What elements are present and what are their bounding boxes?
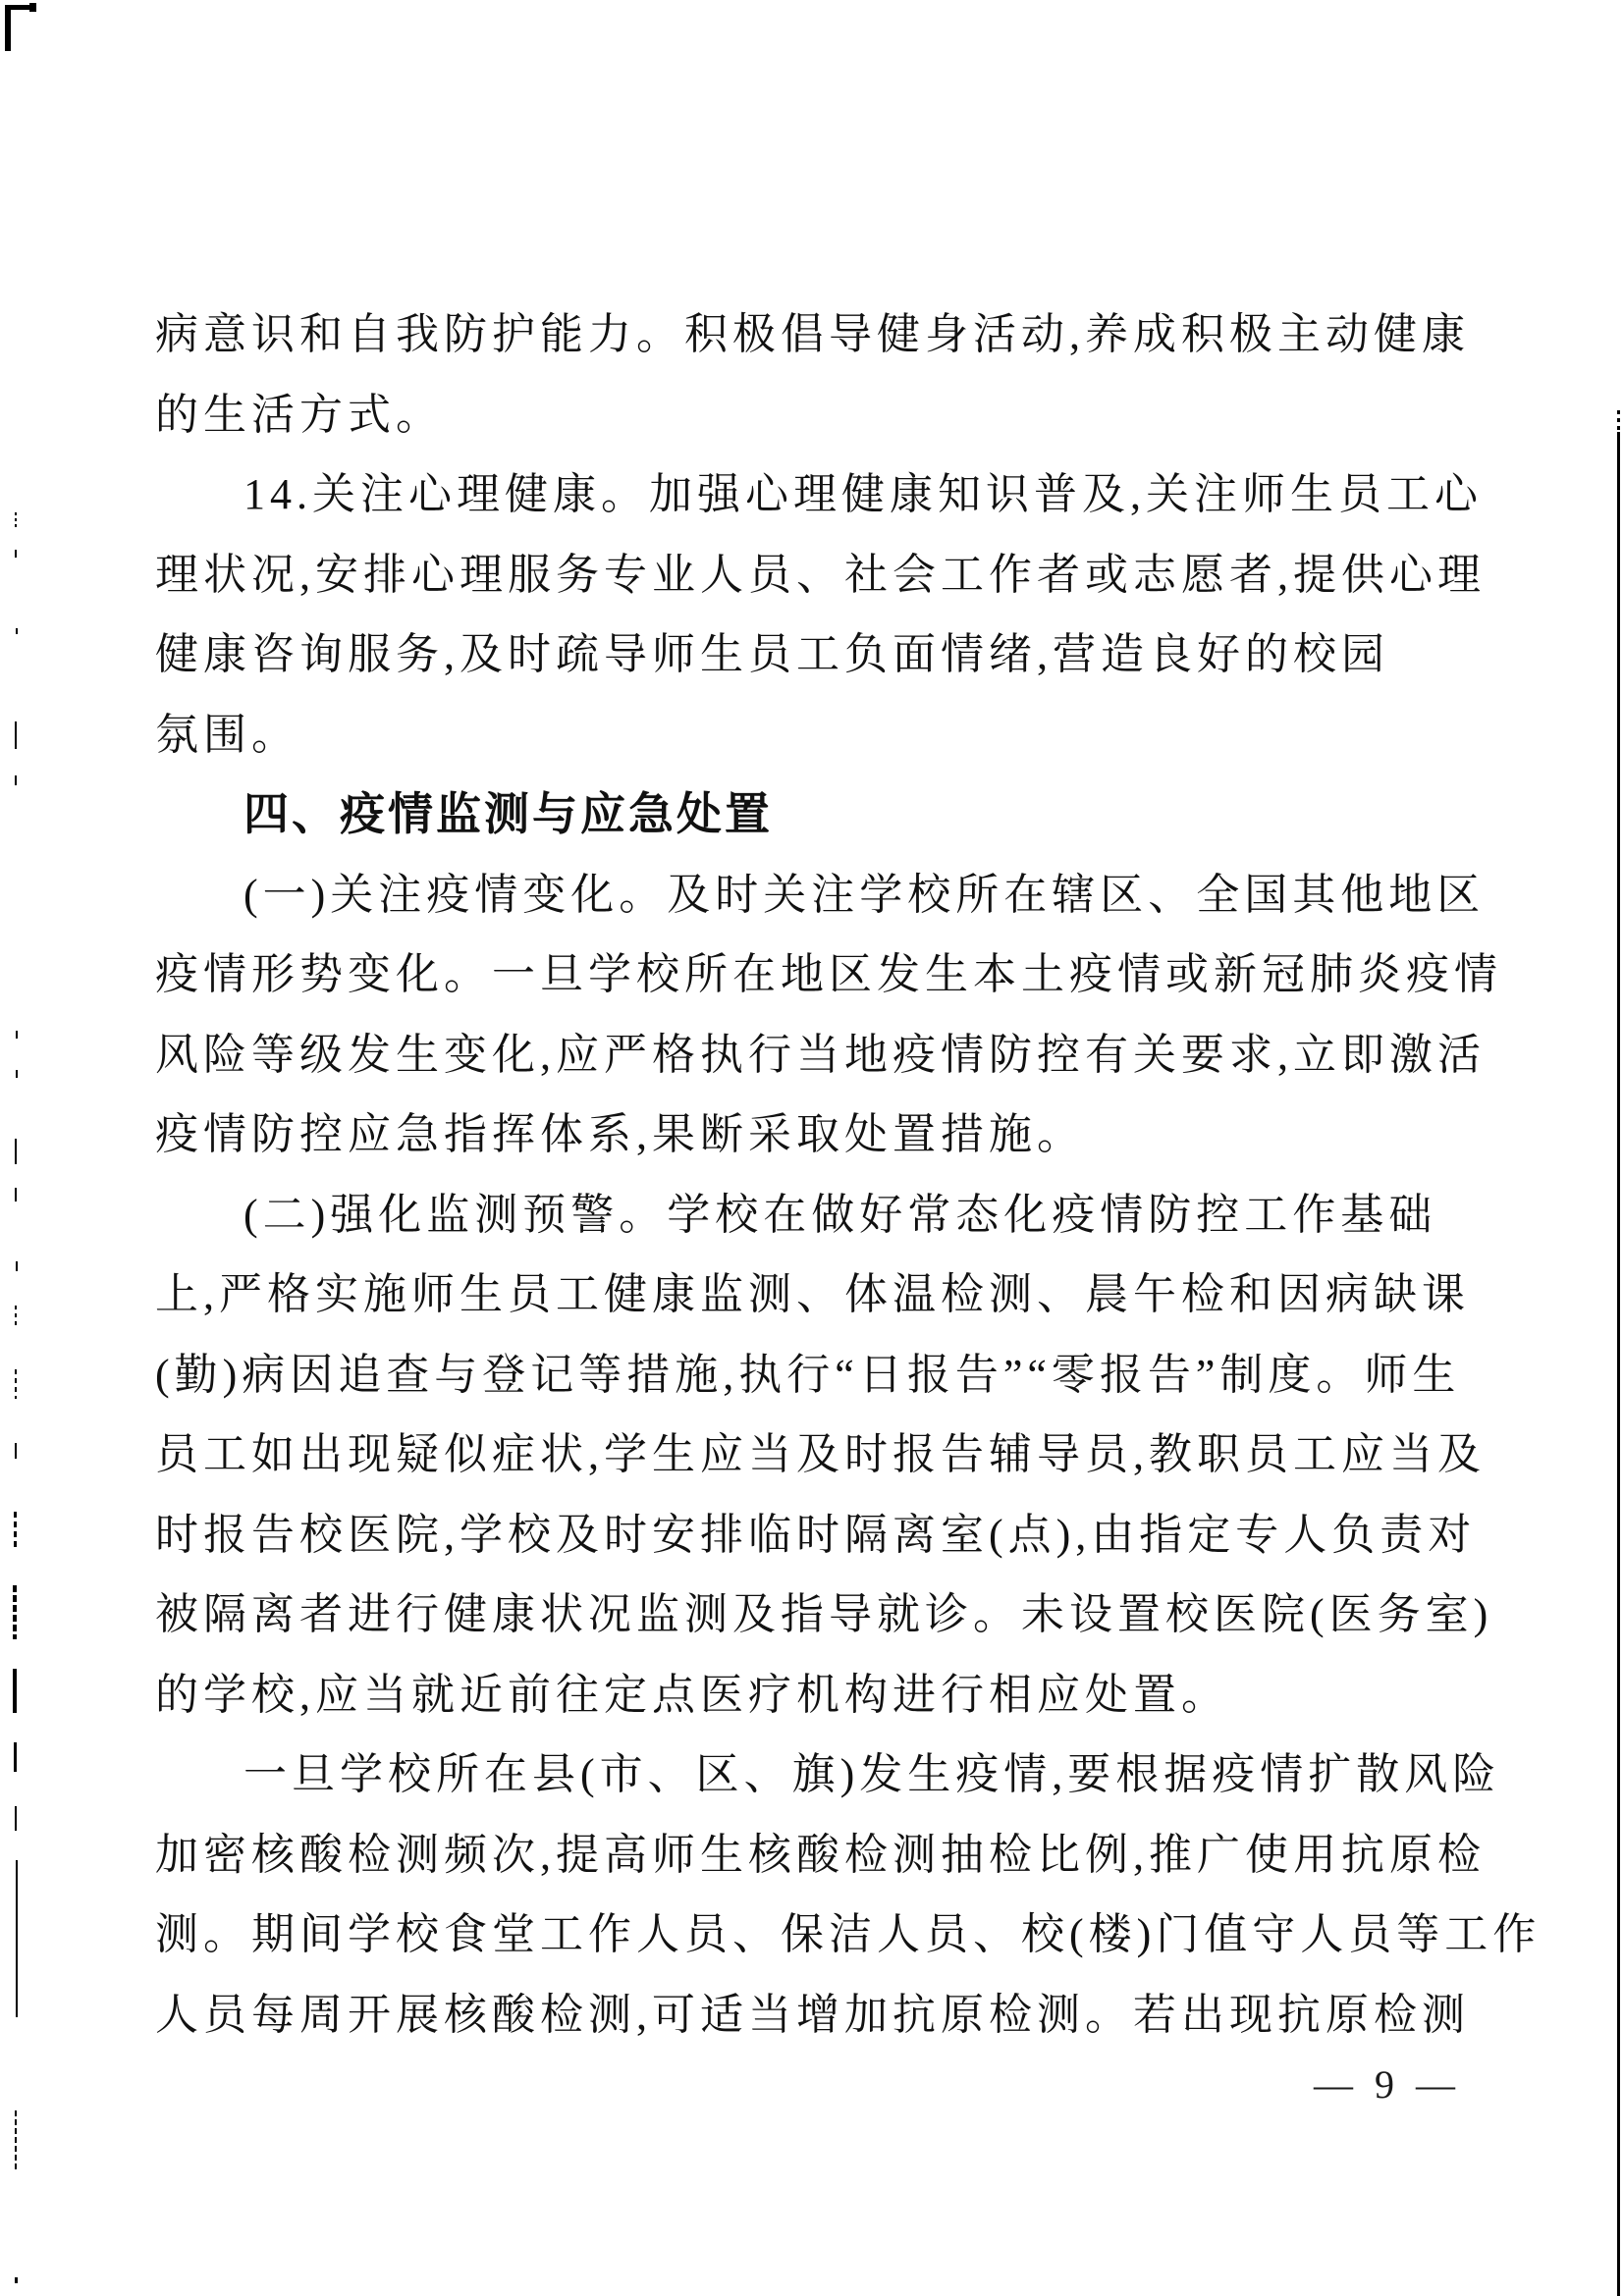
scan-margin-dash [13,1585,17,1639]
text-line: 氛围。 [155,710,299,759]
text-line: (勤)病因追查与登记等措施,执行“日报告”“零报告”制度。师生 [155,1350,1461,1399]
text-line: 的生活方式。 [155,390,444,439]
text-line: 的学校,应当就近前往定点医疗机构进行相应处置。 [155,1670,1229,1719]
scan-margin-dash [15,1306,17,1325]
text-line: 疫情形势变化。一旦学校所在地区发生本土疫情或新冠肺炎疫情 [155,950,1502,998]
document-text-block [155,294,1542,2055]
scan-margin-dash [16,628,18,634]
scan-margin-dash [16,1860,18,2017]
text-line: 14.关注心理健康。加强心理健康知识普及,关注师生员工心 [243,470,1483,518]
scan-margin-dash [15,550,17,558]
scan-margin-dash [13,1669,17,1713]
text-line: 理状况,安排心理服务专业人员、社会工作者或志愿者,提供心理 [155,550,1486,599]
scan-corner-registration-mark [5,5,32,51]
scan-margin-dash [15,721,17,749]
scan-margin-dash [15,1139,17,1164]
text-line: 被隔离者进行健康状况监测及指导就诊。未设置校医院(医务室) [155,1590,1493,1638]
scan-margin-dash [15,1369,17,1399]
text-line: 人员每周开展核酸检测,可适当增加抗原检测。若出现抗原检测 [155,1990,1470,2039]
text-line: (一)关注疫情变化。及时关注学校所在辖区、全国其他地区 [243,870,1486,919]
text-line: 风险等级发生变化,应严格执行当地疫情防控有关要求,立即激活 [155,1030,1486,1079]
scan-edge-line-right-dashes [1617,410,1620,430]
text-line: 时报告校医院,学校及时安排临时隔离室(点),由指定专人负责对 [155,1510,1477,1559]
scan-margin-dash [15,2110,17,2169]
scan-margin-dash [15,1443,17,1459]
scan-margin-dash [15,775,17,785]
text-line: 员工如出现疑似症状,学生应当及时报告辅导员,教职员工应当及 [155,1430,1486,1478]
scan-edge-line-right [1617,432,1620,2296]
scan-margin-dash [15,2277,18,2283]
section-heading: 四、疫情监测与应急处置 [243,788,773,839]
text-line: 上,严格实施师生员工健康监测、体温检测、晨午检和因病缺课 [155,1270,1470,1318]
scan-margin-dash [14,1742,17,1772]
scan-margin-dash [16,1070,18,1078]
text-line: 疫情防控应急指挥体系,果断采取处置措施。 [155,1110,1085,1158]
text-line: 测。期间学校食堂工作人员、保洁人员、校(楼)门值守人员等工作 [155,1910,1542,1958]
scan-margin-dash [15,1188,17,1201]
text-line: (二)强化监测预警。学校在做好常态化疫情防控工作基础 [243,1190,1437,1239]
scan-margin-dash [14,1512,17,1551]
scan-margin-dash [15,1806,17,1831]
text-line: 健康咨询服务,及时疏导师生员工负面情绪,营造良好的校园 [155,630,1389,678]
page-number: — 9 — [1314,2062,1461,2107]
text-line: 加密核酸检测频次,提高师生核酸检测抽检比例,推广使用抗原检 [155,1830,1486,1879]
scan-margin-dash [16,1261,18,1271]
scan-margin-dash [16,1031,18,1039]
text-line: 病意识和自我防护能力。积极倡导健身活动,养成积极主动健康 [155,310,1470,358]
scan-margin-dash [15,512,17,530]
text-line: 一旦学校所在县(市、区、旗)发生疫情,要根据疫情扩散风险 [243,1750,1501,1798]
